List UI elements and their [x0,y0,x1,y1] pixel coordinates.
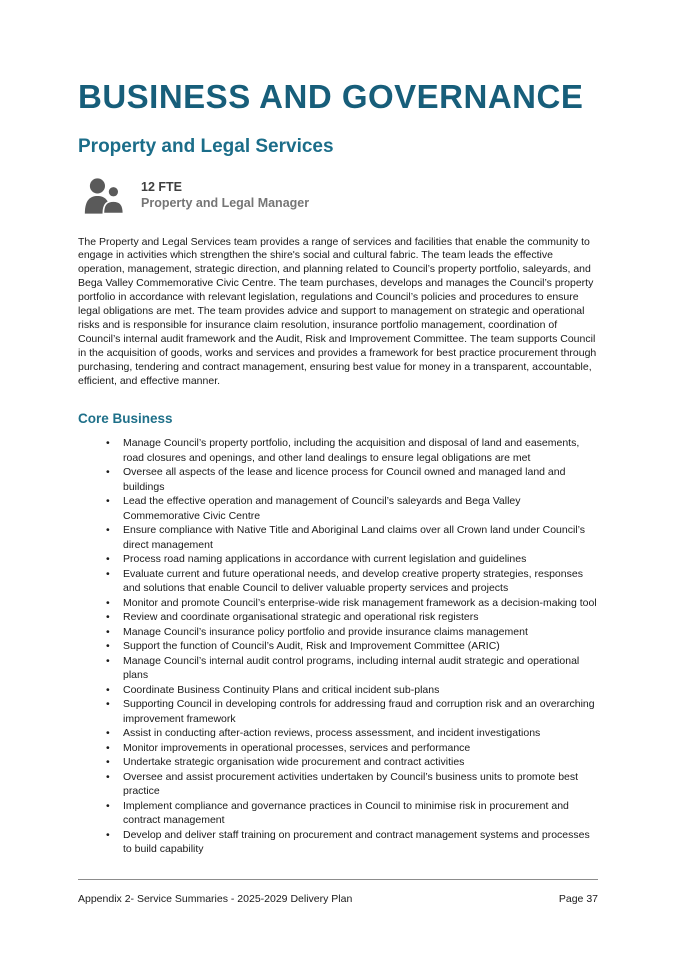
people-icon [84,175,126,217]
core-business-item: • Manage Council’s insurance policy portfolio and provide insurance claims management [105,625,598,640]
core-business-item: • Oversee all aspects of the lease and licence process for Council owned and managed land and buildings [105,465,598,494]
core-business-item: • Monitor and promote Council’s enterprise-wide risk management framework as a decision-making tool [105,596,598,611]
core-business-item: • Process road naming applications in accordance with current legislation and guidelines [105,552,598,567]
core-business-item: • Review and coordinate organisational strategic and operational risk registers [105,610,598,625]
core-business-item: • Manage Council’s internal audit control programs, including internal audit strategic and operational plans [105,654,598,683]
core-business-item: • Evaluate current and future operational needs, and develop creative property strategies, responses and solutions that enable Council to deliver valuable property services and projects [105,567,598,596]
core-business-item: • Monitor improvements in operational processes, services and performance [105,741,598,756]
core-business-item: • Lead the effective operation and management of Council’s saleyards and Bega Valley Commemorative Civic Centre [105,494,598,523]
footer-page-number: Page 37 [558,893,598,905]
section-subtitle: Property and Legal Services [78,135,334,157]
core-business-item: • Support the function of Council’s Audit, Risk and Improvement Committee (ARIC) [105,639,598,654]
core-business-item: • Assist in conducting after-action reviews, process assessment, and incident investigations [105,726,598,741]
staffing-text [141,180,309,211]
footer-document-title: Appendix 2- Service Summaries - 2025-2029 Delivery Plan [78,893,353,905]
core-business-heading: Core Business [78,410,173,426]
core-business-item: • Develop and deliver staff training on procurement and contract management systems and processes to build capability [105,828,598,857]
core-business-item: • Coordinate Business Continuity Plans and critical incident sub-plans [105,683,598,698]
core-business-item: • Ensure compliance with Native Title and Aboriginal Land claims over all Crown land under Council’s direct management [105,523,598,552]
staffing-row [84,175,598,217]
intro-paragraph: The Property and Legal Services team provides a range of services and facilities that enable the community to engage in activities which strengthen the shire's social and cultural fabric. The team leads the effective operation, management, strategic direction, and planning related to Council’s property portfolio, saleyards, and Bega Valley Commemorative Civic Centre. The team purchases, develops and manages the Council’s property portfolio in accordance with relevant legislation, regulations and Council’s policies and procedures to ensure legal obligations are met. The team provides advice and support to management on strategic and operational risks and is responsible for insurance claim resolution, insurance portfolio management, coordination of Council’s internal audit framework and the Audit, Risk and Improvement Committee. The team supports Council in the acquisition of goods, works and services and provides a framework for best practice procurement through purchasing, tendering and contract management, ensuring best value for money in a transparent, accountable, efficient, and effective manner. [78,235,597,387]
page-title: BUSINESS AND GOVERNANCE [78,78,584,115]
core-business-item: • Manage Council’s property portfolio, including the acquisition and disposal of land and easements, road closures and openings, and other land dealings to ensure legal obligations are met [105,436,598,465]
manager-title: Property and Legal Manager [141,195,310,210]
fte-count: 12 FTE [141,179,182,194]
core-business-item: • Undertake strategic organisation wide procurement and contract activities [105,755,598,770]
core-business-item: • Implement compliance and governance practices in Council to minimise risk in procurement and contract management [105,799,598,828]
core-business-list [78,436,598,857]
core-business-item: • Supporting Council in developing controls for addressing fraud and corruption risk and an overarching improvement framework [105,697,598,726]
page-footer [78,879,598,905]
core-business-item: • Oversee and assist procurement activities undertaken by Council’s business units to promote best practice [105,770,598,799]
